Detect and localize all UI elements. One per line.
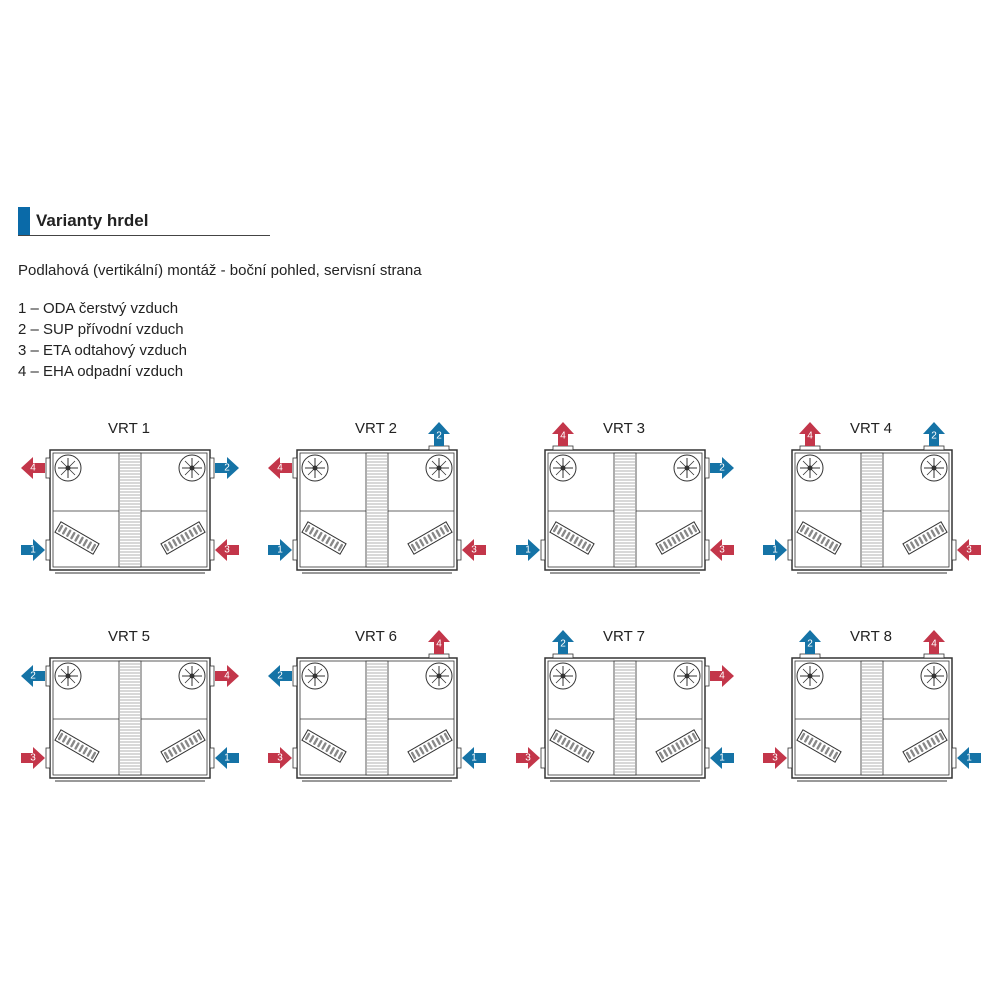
legend-item: 3 – ETA odtahový vzduch xyxy=(18,342,187,359)
variant-label: VRT 3 xyxy=(603,420,645,437)
fan-icon xyxy=(426,455,452,481)
heat-exchanger-icon xyxy=(119,453,141,567)
port-number: 1 xyxy=(719,752,725,764)
port-number: 3 xyxy=(30,752,36,764)
port-number: 1 xyxy=(471,752,477,764)
fan-icon xyxy=(426,663,452,689)
heat-exchanger-icon xyxy=(614,453,636,567)
fan-icon xyxy=(550,663,576,689)
port-arrow xyxy=(710,539,734,561)
port-number: 4 xyxy=(931,638,937,650)
variant-unit xyxy=(516,628,734,781)
port-number: 2 xyxy=(277,670,283,682)
variant-unit xyxy=(763,628,981,781)
port-number: 4 xyxy=(719,670,725,682)
port-number: 1 xyxy=(30,544,36,556)
fan-icon xyxy=(797,663,823,689)
port-arrow xyxy=(923,422,945,446)
port-arrow xyxy=(215,747,239,769)
legend-item: 4 – EHA odpadní vzduch xyxy=(18,363,184,380)
port-arrow xyxy=(215,457,239,479)
port-arrow xyxy=(215,539,239,561)
variant-label: VRT 6 xyxy=(355,628,397,645)
variant-label: VRT 5 xyxy=(108,628,150,645)
variant-unit xyxy=(21,628,239,781)
fan-icon xyxy=(179,455,205,481)
legend-item: 2 – SUP přívodní vzduch xyxy=(18,321,184,338)
port-number: 3 xyxy=(525,752,531,764)
variant-unit xyxy=(21,420,239,573)
fan-icon xyxy=(550,455,576,481)
heat-exchanger-icon xyxy=(366,453,388,567)
variant-unit xyxy=(763,420,981,573)
variant-unit xyxy=(268,420,486,573)
variant-label: VRT 1 xyxy=(108,420,150,437)
port-arrow xyxy=(710,457,734,479)
fan-icon xyxy=(55,455,81,481)
port-number: 4 xyxy=(436,638,442,650)
heat-exchanger-icon xyxy=(861,453,883,567)
port-arrow xyxy=(763,747,787,769)
port-arrow xyxy=(957,747,981,769)
port-arrow xyxy=(923,630,945,654)
section-divider xyxy=(18,235,270,236)
variant-unit xyxy=(516,420,734,573)
port-arrow xyxy=(268,539,292,561)
section-accent-bar xyxy=(18,207,30,235)
fan-icon xyxy=(674,663,700,689)
variant-label: VRT 4 xyxy=(850,420,892,437)
port-arrow xyxy=(428,422,450,446)
port-number: 2 xyxy=(807,638,813,650)
port-arrow xyxy=(957,539,981,561)
port-number: 2 xyxy=(224,462,230,474)
port-number: 1 xyxy=(277,544,283,556)
heat-exchanger-icon xyxy=(119,661,141,775)
port-number: 3 xyxy=(772,752,778,764)
port-number: 2 xyxy=(436,430,442,442)
variant-unit xyxy=(268,628,486,781)
port-number: 2 xyxy=(560,638,566,650)
port-number: 1 xyxy=(224,752,230,764)
fan-icon xyxy=(302,455,328,481)
port-number: 4 xyxy=(560,430,566,442)
port-arrow xyxy=(516,539,540,561)
fan-icon xyxy=(55,663,81,689)
port-number: 4 xyxy=(807,430,813,442)
port-number: 1 xyxy=(966,752,972,764)
heat-exchanger-icon xyxy=(614,661,636,775)
section-subtitle: Podlahová (vertikální) montáž - boční pohled, servisní strana xyxy=(18,262,422,279)
variant-label: VRT 8 xyxy=(850,628,892,645)
port-number: 3 xyxy=(224,544,230,556)
port-arrow xyxy=(21,457,45,479)
fan-icon xyxy=(674,455,700,481)
fan-icon xyxy=(921,663,947,689)
fan-icon xyxy=(921,455,947,481)
fan-icon xyxy=(179,663,205,689)
port-arrow xyxy=(215,665,239,687)
port-arrow xyxy=(268,747,292,769)
port-number: 3 xyxy=(471,544,477,556)
port-arrow xyxy=(552,422,574,446)
port-arrow xyxy=(552,630,574,654)
port-number: 3 xyxy=(966,544,972,556)
fan-icon xyxy=(302,663,328,689)
port-arrow xyxy=(21,747,45,769)
heat-exchanger-icon xyxy=(366,661,388,775)
port-number: 3 xyxy=(277,752,283,764)
port-number: 1 xyxy=(525,544,531,556)
variant-label: VRT 2 xyxy=(355,420,397,437)
port-arrow xyxy=(21,539,45,561)
port-number: 1 xyxy=(772,544,778,556)
variant-label: VRT 7 xyxy=(603,628,645,645)
port-arrow xyxy=(21,665,45,687)
port-arrow xyxy=(516,747,540,769)
fan-icon xyxy=(797,455,823,481)
port-number: 4 xyxy=(30,462,36,474)
heat-exchanger-icon xyxy=(861,661,883,775)
port-legend xyxy=(18,298,187,382)
port-arrow xyxy=(799,422,821,446)
port-arrow xyxy=(462,747,486,769)
port-arrow xyxy=(268,665,292,687)
port-arrow xyxy=(763,539,787,561)
port-number: 2 xyxy=(931,430,937,442)
legend-item: 1 – ODA čerstvý vzduch xyxy=(18,300,179,317)
port-number: 4 xyxy=(224,670,230,682)
port-number: 2 xyxy=(30,670,36,682)
variants-diagram xyxy=(0,400,1000,800)
port-number: 2 xyxy=(719,462,725,474)
port-number: 4 xyxy=(277,462,283,474)
port-arrow xyxy=(428,630,450,654)
port-arrow xyxy=(710,747,734,769)
port-number: 3 xyxy=(719,544,725,556)
port-arrow xyxy=(462,539,486,561)
port-arrow xyxy=(268,457,292,479)
port-arrow xyxy=(799,630,821,654)
port-arrow xyxy=(710,665,734,687)
section-title: Varianty hrdel xyxy=(36,211,149,230)
